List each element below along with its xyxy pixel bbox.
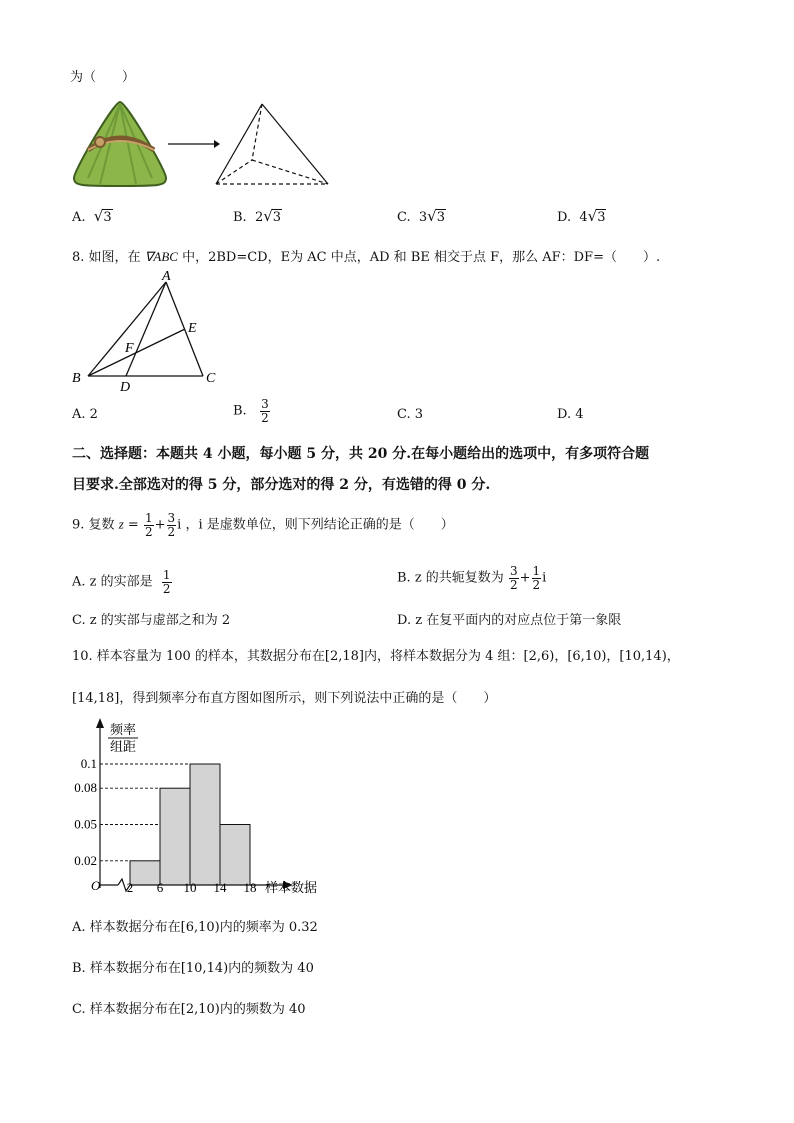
q10-stem-line-2: [14,18]，得到频率分布直方图如图所示，则下列说法中正确的是（ ） bbox=[72, 691, 497, 706]
y-tick-label: 0.05 bbox=[74, 816, 97, 832]
section-2-line-2: 目要求.全部选对的得 5 分，部分选对的得 2 分，有选错的得 0 分. bbox=[72, 477, 491, 493]
q7-option-c[interactable]: C. 3√3 bbox=[397, 207, 446, 225]
q7-option-a[interactable]: A. √3 bbox=[72, 207, 112, 225]
q7-option-b[interactable]: B. 2√3 bbox=[233, 207, 282, 225]
y-tick-label: 0.08 bbox=[74, 780, 97, 796]
y-axis-label-bottom: 组距 bbox=[110, 739, 137, 754]
x-tick-label: 10 bbox=[183, 880, 197, 895]
point-c-label: C bbox=[206, 371, 216, 386]
q10-option-b[interactable]: B. 样本数据分布在[10,14)内的频数为 40 bbox=[72, 961, 314, 976]
q8-option-a[interactable]: A. 2 bbox=[72, 407, 98, 422]
q8-stem: 8. 如图，在 ∇ABC 中，2BD=CD，E为 AC 中点，AD 和 BE 相交于点 F，那么 AF：DF=（ ）. bbox=[72, 249, 661, 265]
q9-stem: 9. 复数 z = $\frac{1}{2}$ + $\frac{3}{2}$ i ，i 是虚数单位，则下列结论正确的是（ ） bbox=[72, 511, 454, 539]
x-tick-label: 6 bbox=[156, 880, 164, 895]
histogram-bar bbox=[130, 861, 160, 885]
q9-option-a[interactable]: A. z 的实部是 $\frac{1}{2}$ bbox=[72, 568, 171, 596]
point-e-label: E bbox=[188, 321, 197, 336]
q10-option-a[interactable]: A. 样本数据分布在[6,10)内的频率为 0.32 bbox=[72, 920, 318, 935]
frequency-histogram bbox=[70, 716, 340, 898]
q9-option-c[interactable]: C. z 的实部与虚部之和为 2 bbox=[72, 613, 231, 628]
q8-option-d[interactable]: D. 4 bbox=[557, 407, 584, 422]
origin-label: O bbox=[91, 878, 101, 893]
q7-option-d[interactable]: D. 4√3 bbox=[557, 207, 606, 225]
q8-option-b[interactable]: B. $\frac{3}{2}$ bbox=[233, 397, 269, 425]
x-tick-label: 2 bbox=[126, 880, 134, 895]
q9-option-d[interactable]: D. z 在复平面内的对应点位于第一象限 bbox=[397, 613, 622, 628]
q8-option-c[interactable]: C. 3 bbox=[397, 407, 424, 422]
zongzi-illustration bbox=[70, 98, 170, 190]
histogram-bar bbox=[190, 764, 220, 885]
point-b-label: B bbox=[72, 371, 81, 386]
tetrahedron-figure bbox=[210, 98, 334, 190]
fraction: $\frac{3}{2}$ bbox=[261, 397, 269, 425]
y-axis-arrow bbox=[96, 718, 104, 728]
histogram-bar bbox=[160, 788, 190, 885]
fraction: $\frac{3}{2}$ bbox=[509, 564, 518, 592]
fraction: $\frac{1}{2}$ bbox=[144, 511, 153, 539]
point-d-label: D bbox=[120, 380, 131, 395]
y-tick-label: 0.1 bbox=[80, 756, 97, 771]
q8-triangle-figure bbox=[70, 266, 230, 396]
y-tick-label: 0.02 bbox=[74, 852, 97, 868]
x-tick-label: 18 bbox=[243, 880, 257, 895]
q7-tail: 为（ ） bbox=[70, 70, 136, 85]
histogram-bar bbox=[220, 825, 250, 886]
fraction: $\frac{3}{2}$ bbox=[167, 511, 176, 539]
point-a-label: A bbox=[162, 269, 171, 284]
fraction: $\frac{1}{2}$ bbox=[532, 564, 541, 592]
q10-option-c[interactable]: C. 样本数据分布在[2,10)内的频数为 40 bbox=[72, 1002, 306, 1017]
point-f-label: F bbox=[125, 341, 134, 356]
x-tick-label: 14 bbox=[213, 880, 227, 895]
fraction: $\frac{1}{2}$ bbox=[162, 568, 171, 596]
section-2-line-1: 二、选择题：本题共 4 小题，每小题 5 分，共 20 分.在每小题给出的选项中，有多项符合题 bbox=[72, 446, 650, 462]
q10-stem-line-1: 10. 样本容量为 100 的样本，其数据分布在[2,18]内，将样本数据分为 4 组：[2,6)，[6,10)，[10,14)， bbox=[72, 649, 680, 664]
x-axis-title: 样本数据 bbox=[265, 880, 318, 895]
y-axis-label-top: 频率 bbox=[110, 722, 137, 737]
q9-option-b[interactable]: B. z 的共轭复数为 $\frac{3}{2}$ + $\frac{1}{2}$ i bbox=[397, 564, 547, 592]
